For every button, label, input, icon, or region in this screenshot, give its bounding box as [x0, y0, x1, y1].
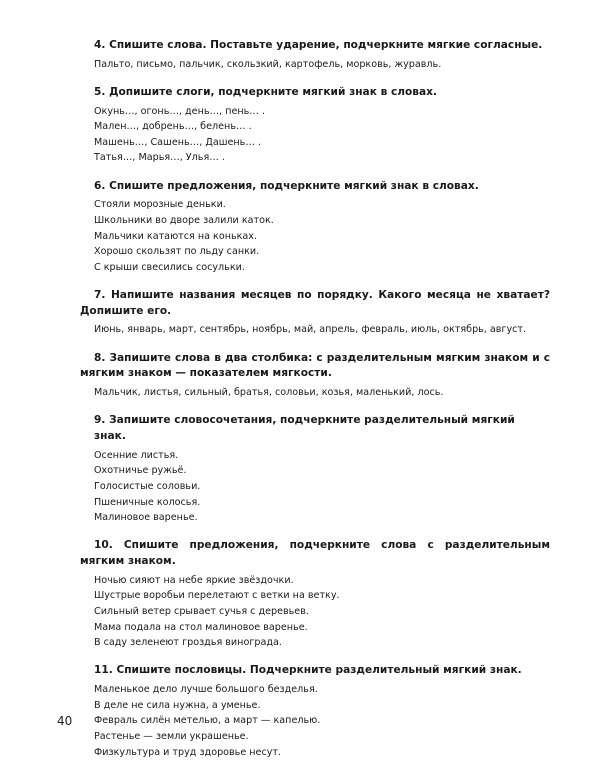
task-8	[80, 351, 550, 401]
task-title: 5. Допишите слоги, подчеркните мягкий знак в словах.	[94, 85, 437, 98]
task-line: В деле не сила нужна, а уменье.	[94, 699, 261, 711]
task-title: 9. Запишите словосочетания, подчеркните разделительный мягкий знак.	[94, 414, 515, 442]
task-line: С крыши свесились сосульки.	[94, 261, 245, 273]
task-line: Татья…, Марья…, Улья… .	[94, 152, 225, 164]
task-line: Ночью сияют на небе яркие звёздочки.	[94, 574, 294, 586]
task-line: Физкультура и труд здоровье несут.	[94, 746, 282, 758]
task-line: Июнь, январь, март, сентябрь, ноябрь, май, апрель, февраль, июль, октябрь, август.	[94, 324, 527, 336]
task-line: Мален…, добрень…, белень… .	[94, 121, 252, 133]
task-7	[80, 288, 550, 338]
task-line: Мальчик, листья, сильный, братья, соловьи, козья, маленький, лось.	[94, 387, 444, 399]
task-title: 8. Запишите слова в два столбика: с разделительным мягким знаком и с мягким знаком — показателем мягкости.	[80, 351, 550, 380]
task-title: 6. Спишите предложения, подчеркните мягкий знак в словах.	[94, 179, 479, 192]
task-line: В саду зеленеют гроздья винограда.	[94, 637, 282, 649]
task-9	[80, 413, 550, 526]
task-line: Февраль силён метелью, а март — капелью.	[94, 715, 321, 727]
task-line: Школьники во дворе залили каток.	[94, 214, 274, 226]
task-title: 7. Напишите названия месяцев по порядку. Какого месяца не хватает? Допишите его.	[80, 288, 550, 317]
task-5	[80, 85, 550, 166]
task-line: Растенье — земли украшенье.	[94, 730, 249, 742]
task-line: Голосистые соловьи.	[94, 480, 201, 492]
task-11	[80, 663, 550, 760]
exercise-list	[80, 38, 550, 773]
task-10	[80, 538, 550, 651]
task-title: 11. Спишите пословицы. Подчеркните разделительный мягкий знак.	[94, 664, 522, 677]
task-line: Мальчики катаются на коньках.	[94, 230, 258, 242]
task-6	[80, 179, 550, 276]
task-line: Мама подала на стол малиновое варенье.	[94, 621, 308, 633]
task-line: Малиновое варенье.	[94, 512, 198, 524]
task-line: Хорошо скользят по льду санки.	[94, 246, 260, 258]
task-line: Пшеничные колосья.	[94, 496, 201, 508]
task-line: Пальто, письмо, пальчик, скользкий, картофель, морковь, журавль.	[94, 58, 442, 70]
task-title: 4. Спишите слова. Поставьте ударение, подчеркните мягкие согласные.	[94, 39, 543, 51]
task-line: Стояли морозные деньки.	[94, 199, 226, 211]
task-line: Охотничье ружьё.	[94, 465, 187, 477]
task-line: Окунь…, огонь…, день…, пень… .	[94, 105, 265, 117]
task-4	[80, 38, 550, 72]
task-line: Сильный ветер срывает сучья с деревьев.	[94, 606, 309, 618]
task-title: 10. Спишите предложения, подчеркните слова с разделительным мягким знаком.	[80, 539, 550, 568]
task-line: Маленькое дело лучше большого безделья.	[94, 684, 318, 696]
page-number: 40	[57, 714, 73, 728]
task-line: Осенние листья.	[94, 449, 179, 461]
task-line: Машень…, Сашень…, Дашень… .	[94, 136, 262, 148]
task-line: Шустрые воробьи перелетают с ветки на ветку.	[94, 590, 340, 602]
